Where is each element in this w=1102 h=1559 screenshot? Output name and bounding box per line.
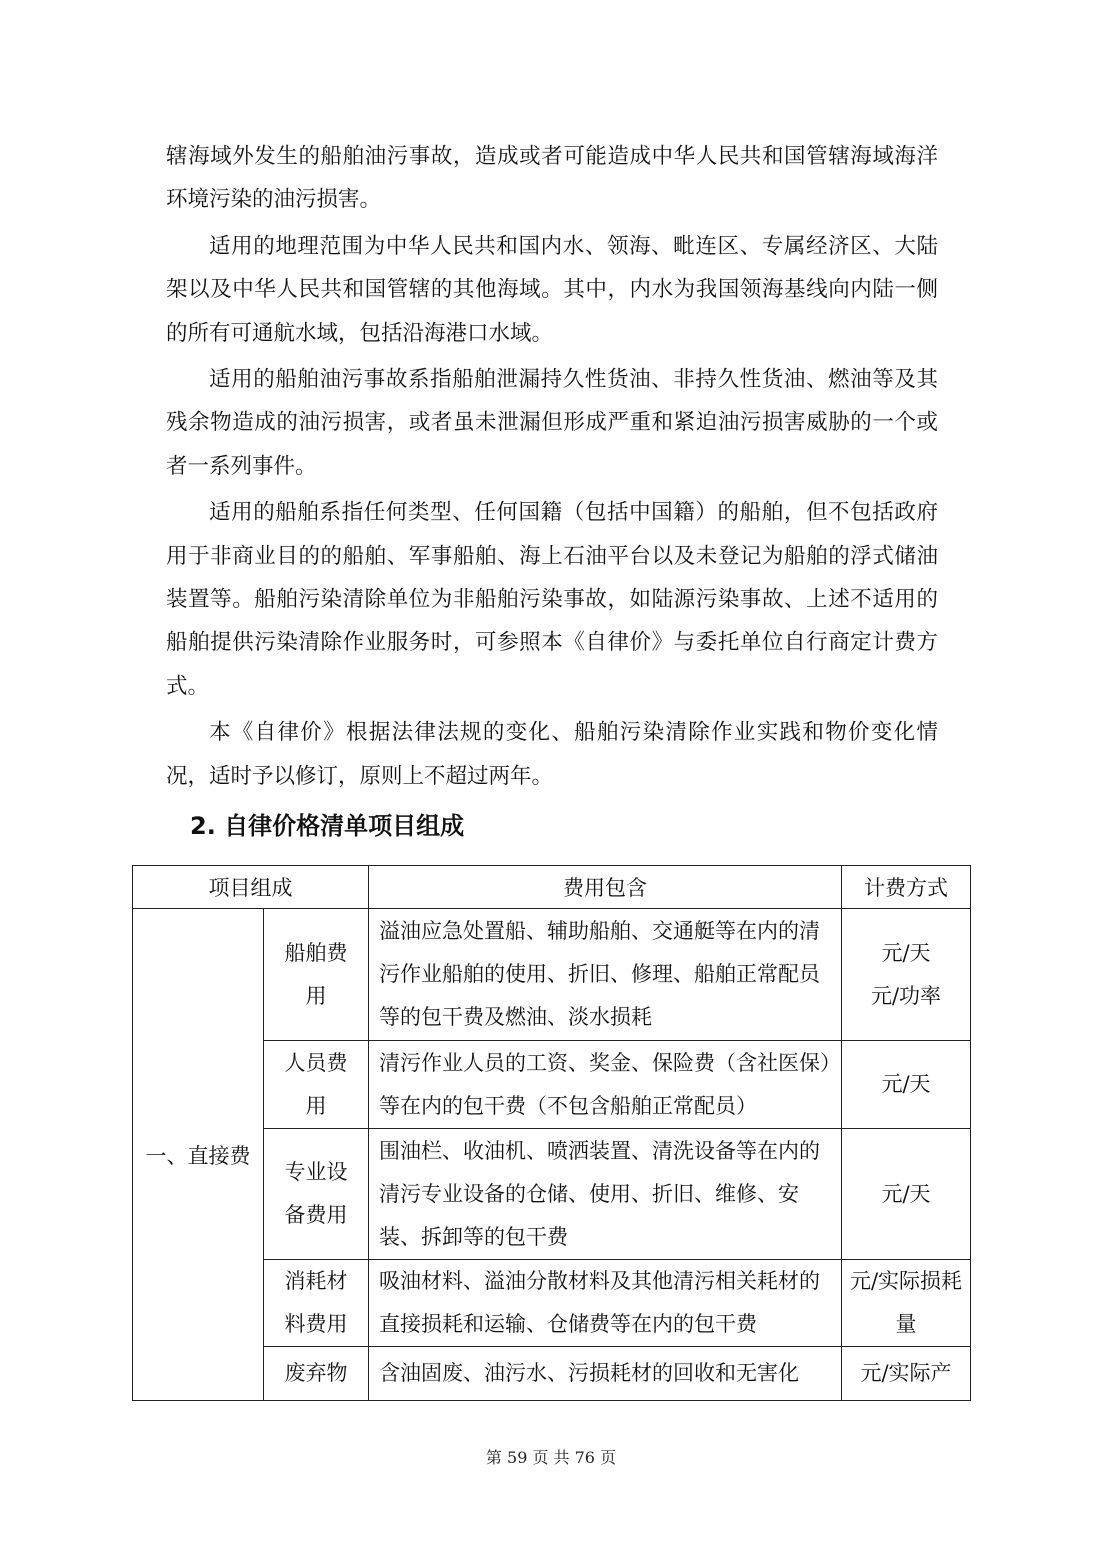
header-method: 计费方式 bbox=[842, 866, 971, 909]
content-cell: 溢油应急处置船、辅助船舶、交通艇等在内的清污作业船舶的使用、折旧、修理、船舶正常配员等的包干费及燃油、淡水损耗 bbox=[369, 909, 842, 1041]
paragraph: 适用的船舶系指任何类型、任何国籍（包括中国籍）的船舶，但不包括政府用于非商业目的的船舶、军事船舶、海上石油平台以及未登记为船舶的浮式储油装置等。船舶污染清除单位为非船舶污染事故，如陆源污染事故、上述不适用的船舶提供污染清除作业服务时，可参照本《自律价》与委托单位自行商定计费方式。 bbox=[166, 500, 938, 699]
table-header-row bbox=[133, 866, 971, 909]
page-number: 第 59 页 共 76 页 bbox=[485, 1448, 617, 1467]
header-composition: 项目组成 bbox=[133, 866, 369, 909]
content-cell: 围油栏、收油机、喷洒装置、清洗设备等在内的清污专业设备的仓储、使用、折旧、维修、安装、拆卸等的包干费 bbox=[369, 1129, 842, 1260]
method-cell: 元/实际损耗量 bbox=[842, 1260, 971, 1347]
pricing-table bbox=[132, 865, 971, 1401]
paragraph: 本《自律价》根据法律法规的变化、船舶污染清除作业实践和物价变化情况，适时予以修订，原则上不超过两年。 bbox=[166, 720, 938, 789]
content-cell: 清污作业人员的工资、奖金、保险费（含社医保）等在内的包干费（不包含船舶正常配员） bbox=[369, 1041, 842, 1129]
sub-item-cell: 人员费用 bbox=[264, 1041, 369, 1129]
sub-item-cell: 消耗材料费用 bbox=[264, 1260, 369, 1347]
method-cell: 元/天 bbox=[842, 1129, 971, 1260]
header-content: 费用包含 bbox=[369, 866, 842, 909]
body-text bbox=[166, 135, 938, 801]
method-cell: 元/天 bbox=[842, 1041, 971, 1129]
content-cell: 吸油材料、溢油分散材料及其他清污相关耗材的直接损耗和运输、仓储费等在内的包干费 bbox=[369, 1260, 842, 1347]
sub-item-cell: 废弃物 bbox=[264, 1347, 369, 1401]
content-cell: 含油固废、油污水、污损耗材的回收和无害化 bbox=[369, 1347, 842, 1401]
sub-item-cell: 专业设备费用 bbox=[264, 1129, 369, 1260]
table-row bbox=[133, 909, 971, 1041]
method-line: 元/天 bbox=[881, 940, 931, 965]
category-cell: 一、直接费 bbox=[133, 909, 264, 1401]
section-heading: 2. 自律价格清单项目组成 bbox=[190, 812, 465, 840]
method-cell: 元/实际产 bbox=[842, 1347, 971, 1401]
paragraph: 辖海域外发生的船舶油污事故，造成或者可能造成中华人民共和国管辖海域海洋环境污染的油污损害。 bbox=[166, 144, 938, 213]
paragraph: 适用的船舶油污事故系指船舶泄漏持久性货油、非持久性货油、燃油等及其残余物造成的油污损害，或者虽未泄漏但形成严重和紧迫油污损害威胁的一个或者一系列事件。 bbox=[166, 367, 938, 479]
method-cell bbox=[842, 909, 971, 1041]
sub-item-cell: 船舶费用 bbox=[264, 909, 369, 1041]
paragraph: 适用的地理范围为中华人民共和国内水、领海、毗连区、专属经济区、大陆架以及中华人民共和国管辖的其他海域。其中，内水为我国领海基线向内陆一侧的所有可通航水域，包括沿海港口水域。 bbox=[166, 233, 938, 346]
method-line: 元/功率 bbox=[870, 983, 942, 1008]
